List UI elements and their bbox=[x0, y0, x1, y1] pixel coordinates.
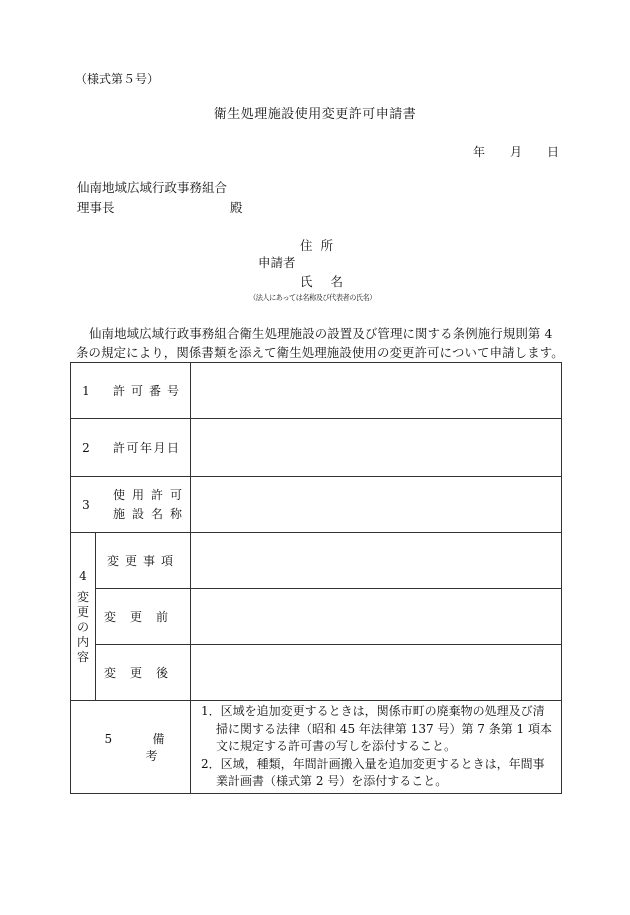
row-number: 3 bbox=[82, 497, 90, 512]
permit-date-field[interactable] bbox=[191, 419, 562, 477]
facility-name-label-line1: 使用許可 bbox=[113, 487, 190, 502]
document-title: 衛生処理施設使用変更許可申請書 bbox=[213, 107, 417, 122]
row-after-change bbox=[71, 645, 562, 701]
form-number: （様式第５号） bbox=[75, 72, 160, 86]
remarks-label-char-b: 考 bbox=[145, 748, 158, 763]
addressee-position: 理事長 bbox=[77, 200, 115, 215]
vertical-char: 変 bbox=[76, 590, 89, 604]
row-number: 5 bbox=[104, 731, 113, 746]
row-permit-number bbox=[71, 363, 562, 419]
row-facility-name bbox=[71, 477, 562, 533]
date-year-label: 年 bbox=[473, 145, 486, 159]
remarks-label-cell bbox=[71, 701, 191, 794]
date-line bbox=[473, 143, 559, 160]
row-number: 1 bbox=[82, 384, 90, 398]
row-permit-date bbox=[71, 419, 562, 477]
remarks-item: 2．区域，種類，年間計画搬入量を追加変更するときは，年間事業計画書（様式第 2 号）を添付すること。 bbox=[201, 756, 545, 788]
date-month-label: 月 bbox=[510, 145, 523, 159]
corporate-note: （法人にあっては名称及び代表者の氏名） bbox=[249, 293, 376, 302]
before-change-field[interactable] bbox=[191, 589, 562, 645]
vertical-char: 内 bbox=[76, 635, 89, 649]
change-item-field[interactable] bbox=[191, 533, 562, 589]
applicant-name-label: 氏名 bbox=[300, 274, 362, 289]
permit-number-label-cell bbox=[71, 363, 191, 419]
addressee-organization: 仙南地域広域行政事務組合 bbox=[77, 180, 228, 195]
before-change-label: 変更前 bbox=[96, 589, 191, 645]
after-change-label: 変更後 bbox=[96, 645, 191, 701]
row-number: 4 bbox=[79, 569, 87, 583]
intro-paragraph: 仙南地域広域行政事務組合衛生処理施設の設置及び管理に関する条例施行規則第 4 条の規定により，関係書類を添えて衛生処理施設使用の変更許可について申請します。 bbox=[76, 326, 564, 360]
facility-name-label-cell bbox=[71, 477, 191, 533]
applicant-role-label: 申請者 bbox=[258, 255, 296, 270]
applicant-address-label: 住所 bbox=[300, 238, 342, 253]
permit-number-field[interactable] bbox=[191, 363, 562, 419]
change-section-vertical-label bbox=[77, 590, 89, 665]
remarks-item: 1．区域を追加変更するときは，関係市町の廃棄物の処理及び清掃に関する法律（昭和 45 年法律第 137 号）第 7 条第 1 項本文に規定する許可書の写しを添付すること。 bbox=[201, 704, 552, 753]
addressee-honorific: 殿 bbox=[230, 200, 243, 215]
change-section-label-cell bbox=[71, 533, 96, 701]
facility-name-label bbox=[113, 486, 189, 524]
permit-date-label: 許可年月日 bbox=[113, 441, 181, 455]
row-change-item bbox=[71, 533, 562, 589]
vertical-char: 更 bbox=[76, 605, 89, 619]
change-item-label: 変更事項 bbox=[96, 533, 191, 589]
vertical-char: の bbox=[76, 620, 89, 634]
facility-name-label-line2: 施設名称 bbox=[113, 506, 190, 521]
row-number: 2 bbox=[82, 441, 90, 455]
application-form-table bbox=[70, 362, 562, 794]
row-remarks bbox=[71, 701, 562, 794]
remarks-label-char-a: 備 bbox=[152, 731, 165, 746]
vertical-char: 容 bbox=[76, 650, 89, 664]
row-before-change bbox=[71, 589, 562, 645]
facility-name-field[interactable] bbox=[191, 477, 562, 533]
permit-date-label-cell bbox=[71, 419, 191, 477]
remarks-text bbox=[191, 701, 562, 794]
date-day-label: 日 bbox=[547, 145, 560, 159]
after-change-field[interactable] bbox=[191, 645, 562, 701]
permit-number-label: 許可番号 bbox=[113, 384, 186, 398]
